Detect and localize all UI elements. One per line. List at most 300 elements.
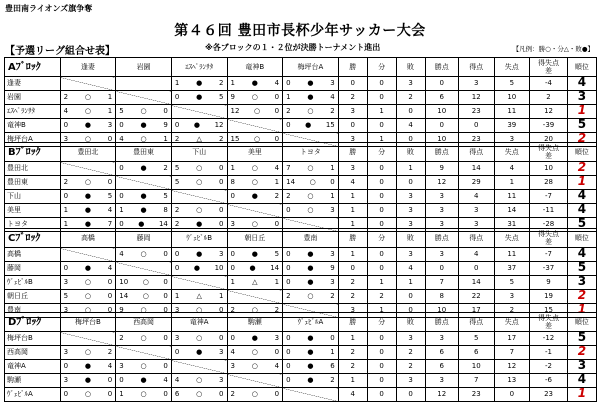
opponent-header: 朝日丘 <box>227 229 283 248</box>
result-symbol: ● <box>84 264 91 272</box>
match-result-cell <box>60 346 116 360</box>
goals-against: 4 <box>330 93 335 101</box>
rank-value: 4 <box>577 189 587 202</box>
match-result-cell <box>283 105 339 119</box>
match-score <box>228 277 283 288</box>
match-result-cell <box>116 204 172 218</box>
result-symbol: ● <box>251 334 258 342</box>
stat-cell: 3 <box>425 218 458 232</box>
opponent-header: 竜神B <box>227 58 283 77</box>
result-symbol: ○ <box>140 135 147 143</box>
stat-cell: 3 <box>396 77 425 91</box>
goals-against: 0 <box>163 306 168 314</box>
opponent-header: ｳﾞｪﾋﾞﾙA <box>283 313 339 332</box>
goals-for: 0 <box>119 220 124 228</box>
stat-cell: 3 <box>425 190 458 204</box>
goals-for: 0 <box>286 278 291 286</box>
match-score <box>172 347 227 358</box>
goals-for: 9 <box>230 93 235 101</box>
result-symbol: ○ <box>251 306 258 314</box>
match-result-cell <box>227 190 283 204</box>
goals-against: 0 <box>219 164 224 172</box>
opponent-header: 西高岡 <box>116 313 172 332</box>
result-symbol: ● <box>251 79 258 87</box>
match-result-cell <box>227 346 283 360</box>
match-result-cell <box>283 262 339 276</box>
match-score <box>116 205 171 216</box>
block-name: Aﾌﾞﾛｯｸ <box>5 58 61 77</box>
stat-cell: 0 <box>396 388 425 402</box>
stat-cell: -39 <box>530 119 568 133</box>
goals-against: 3 <box>330 79 335 87</box>
match-result-cell <box>283 119 339 133</box>
goals-for: 2 <box>286 192 291 200</box>
goals-against: 2 <box>274 306 280 314</box>
result-symbol: ○ <box>140 390 147 398</box>
match-score <box>172 249 227 260</box>
goals-against: 0 <box>107 278 113 286</box>
goals-for: 0 <box>230 264 235 272</box>
opponent-header: 高橋 <box>60 229 116 248</box>
match-result-cell <box>171 290 227 304</box>
result-symbol: ● <box>307 348 314 356</box>
self-match-cell <box>171 360 227 374</box>
goals-against: 14 <box>270 264 280 272</box>
stat-cell: 4 <box>396 119 425 133</box>
stat-header: 順位 <box>567 58 596 77</box>
opponent-header: 梅坪台B <box>60 313 116 332</box>
opponent-header: 藤岡 <box>116 229 172 248</box>
goals-for: 14 <box>119 292 129 300</box>
stat-cell: 4 <box>458 190 494 204</box>
match-score <box>283 361 338 372</box>
goals-for: 3 <box>63 376 69 384</box>
match-score <box>172 177 227 188</box>
match-result-cell <box>60 204 116 218</box>
result-symbol: ○ <box>253 135 261 143</box>
stat-cell: -28 <box>530 218 568 232</box>
stat-cell: 14 <box>458 276 494 290</box>
stat-cell: -1 <box>530 346 568 360</box>
team-name: ｴｽﾍﾟﾗﾝｻﾀ <box>5 105 61 119</box>
goals-for: 1 <box>230 79 235 87</box>
goals-for: 2 <box>174 220 180 228</box>
stat-cell: 11 <box>494 105 530 119</box>
goals-for: 2 <box>174 135 180 143</box>
match-score <box>61 375 116 386</box>
result-symbol: ● <box>307 334 314 342</box>
goals-against: 0 <box>163 362 168 370</box>
stat-cell: 4 <box>458 248 494 262</box>
block-name: Dﾌﾞﾛｯｸ <box>5 313 61 332</box>
team-name: 朝日丘 <box>5 290 61 304</box>
match-score <box>228 333 283 344</box>
goals-against: 10 <box>214 264 224 272</box>
opponent-header: ｳﾞｪﾋﾞﾙB <box>171 229 227 248</box>
goals-for: 0 <box>63 390 69 398</box>
stat-cell: 1 <box>338 218 367 232</box>
stat-cell: 1 <box>338 332 367 346</box>
goals-for: 2 <box>286 292 291 300</box>
stat-cell: 0 <box>367 176 396 190</box>
team-name: 逢妻 <box>5 77 61 91</box>
result-symbol: ● <box>84 206 91 214</box>
goals-for: 4 <box>119 135 124 143</box>
team-row <box>5 346 597 360</box>
stat-cell: 0 <box>367 204 396 218</box>
goals-against: 1 <box>330 192 335 200</box>
goals-against: 0 <box>219 390 224 398</box>
stat-header: 得点 <box>458 313 494 332</box>
goals-against: 0 <box>274 348 280 356</box>
rank-value: 5 <box>577 261 587 274</box>
stat-cell: 2 <box>338 276 367 290</box>
self-match-cell <box>116 346 172 360</box>
goals-for: 0 <box>119 164 124 172</box>
goals-for: 1 <box>230 278 235 286</box>
stat-header: 順位 <box>567 229 596 248</box>
goals-against: 9 <box>330 264 335 272</box>
match-result-cell <box>283 290 339 304</box>
match-score <box>283 263 338 274</box>
match-result-cell <box>60 176 116 190</box>
match-result-cell <box>227 248 283 262</box>
team-row <box>5 290 597 304</box>
goals-for: 5 <box>174 164 180 172</box>
stat-cell: 0 <box>425 119 458 133</box>
goals-for: 15 <box>230 135 240 143</box>
result-symbol: ○ <box>251 348 258 356</box>
team-row <box>5 262 597 276</box>
stat-cell: 17 <box>494 332 530 346</box>
goals-for: 3 <box>119 362 124 370</box>
stat-cell: 3 <box>338 304 367 318</box>
match-result-cell <box>171 388 227 402</box>
result-symbol: △ <box>196 292 202 300</box>
match-result-cell <box>171 346 227 360</box>
stat-cell: 4 <box>396 262 425 276</box>
rank-cell <box>567 374 596 388</box>
goals-for: 1 <box>63 220 69 228</box>
stat-cell: 4 <box>338 388 367 402</box>
goals-for: 6 <box>174 390 180 398</box>
match-score <box>61 291 116 302</box>
result-symbol: ○ <box>140 107 147 115</box>
goals-against: 12 <box>214 121 224 129</box>
stat-cell: 2 <box>338 91 367 105</box>
goals-against: 3 <box>219 376 224 384</box>
match-result-cell <box>227 105 283 119</box>
block-header-row <box>5 143 597 162</box>
stat-cell: 3 <box>425 374 458 388</box>
stat-header: 失点 <box>494 313 530 332</box>
goals-against: 4 <box>107 206 113 214</box>
opponent-header: 駒瀬 <box>227 313 283 332</box>
result-symbol: ○ <box>84 107 91 115</box>
goals-against: 1 <box>274 178 280 186</box>
result-symbol: ○ <box>307 206 314 214</box>
stat-cell: 6 <box>425 360 458 374</box>
team-name: 豊田北 <box>5 162 61 176</box>
stat-cell: 2 <box>367 290 396 304</box>
goals-against: 15 <box>325 121 335 129</box>
stat-cell: 0 <box>338 262 367 276</box>
result-symbol: ● <box>307 79 314 87</box>
match-score <box>228 347 283 358</box>
stat-cell: -6 <box>530 374 568 388</box>
goals-against: 4 <box>107 362 113 370</box>
goals-for: 0 <box>286 334 291 342</box>
stat-header: 勝点 <box>425 229 458 248</box>
match-result-cell <box>171 374 227 388</box>
stat-header: 分 <box>367 313 396 332</box>
stat-cell: 2 <box>338 360 367 374</box>
rank-value: 4 <box>577 76 587 89</box>
goals-for: 0 <box>230 250 235 258</box>
stat-header: 得失点 差 <box>530 143 568 162</box>
goals-against: 0 <box>274 93 280 101</box>
stat-cell: 3 <box>338 105 367 119</box>
match-result-cell <box>171 262 227 276</box>
goals-against: 9 <box>163 121 168 129</box>
stat-cell: 3 <box>396 190 425 204</box>
stat-cell: 20 <box>530 133 568 147</box>
stat-header: 分 <box>367 229 396 248</box>
goals-for: 0 <box>119 192 124 200</box>
result-symbol: ● <box>249 264 256 272</box>
rank-cell <box>567 248 596 262</box>
stat-cell: 0 <box>425 262 458 276</box>
goals-against: 8 <box>163 206 168 214</box>
stat-cell: 15 <box>530 304 568 318</box>
stat-cell: 3 <box>494 290 530 304</box>
team-name: 梅坪台B <box>5 332 61 346</box>
self-match-cell <box>227 119 283 133</box>
result-symbol: ● <box>84 220 91 228</box>
stat-cell: 14 <box>494 204 530 218</box>
goals-against: 1 <box>163 135 168 143</box>
goals-against: 3 <box>330 278 335 286</box>
rank-cell <box>567 262 596 276</box>
block-name: Cﾌﾞﾛｯｸ <box>5 229 61 248</box>
block-table <box>4 57 597 147</box>
stat-cell: 0 <box>367 190 396 204</box>
team-name: ｳﾞｪﾋﾞﾙB <box>5 276 61 290</box>
goals-against: 0 <box>219 306 224 314</box>
stat-cell: 7 <box>494 346 530 360</box>
stat-header: 敗 <box>396 58 425 77</box>
match-result-cell <box>60 91 116 105</box>
stat-cell: -2 <box>530 360 568 374</box>
team-row <box>5 77 597 91</box>
self-match-cell <box>227 290 283 304</box>
match-result-cell <box>116 119 172 133</box>
rank-cell <box>567 332 596 346</box>
match-result-cell <box>171 162 227 176</box>
stat-cell: -7 <box>530 190 568 204</box>
stat-cell: 1 <box>494 176 530 190</box>
match-result-cell <box>283 374 339 388</box>
team-name: 岩園 <box>5 91 61 105</box>
stat-cell: 3 <box>396 218 425 232</box>
stat-cell: 3 <box>458 204 494 218</box>
result-symbol: ● <box>196 250 203 258</box>
stat-cell: 17 <box>458 304 494 318</box>
match-result-cell <box>171 204 227 218</box>
stat-cell: 0 <box>367 388 396 402</box>
result-symbol: ○ <box>140 306 147 314</box>
stat-cell: 3 <box>396 374 425 388</box>
stat-cell: 3 <box>338 133 367 147</box>
goals-against: 2 <box>163 164 168 172</box>
goals-against: 2 <box>330 376 335 384</box>
result-symbol: ○ <box>84 135 91 143</box>
rank-cell <box>567 77 596 91</box>
match-score <box>61 277 116 288</box>
rank-value: 2 <box>577 345 587 358</box>
match-score <box>172 263 227 274</box>
team-name: 駒瀬 <box>5 374 61 388</box>
goals-against: 4 <box>163 376 168 384</box>
goals-for: 0 <box>230 192 235 200</box>
goals-for: 5 <box>63 292 69 300</box>
rank-cell <box>567 204 596 218</box>
result-symbol: ○ <box>196 306 203 314</box>
team-row <box>5 204 597 218</box>
match-score <box>61 191 116 202</box>
stat-cell: 0 <box>458 262 494 276</box>
self-match-cell <box>171 105 227 119</box>
match-result-cell <box>227 388 283 402</box>
rank-value: 1 <box>577 387 587 400</box>
stat-cell: 0 <box>367 374 396 388</box>
stat-cell: 3 <box>458 218 494 232</box>
stat-cell: 23 <box>458 388 494 402</box>
match-score <box>61 361 116 372</box>
advancement-note: ※各ブロックの１・２位が決勝トーナメント進出 <box>205 43 381 52</box>
goals-against: 0 <box>163 292 168 300</box>
result-symbol: ● <box>307 376 314 384</box>
goals-for: 0 <box>63 362 69 370</box>
goals-against: 0 <box>274 135 280 143</box>
goals-against: 3 <box>107 121 113 129</box>
stat-cell: 14 <box>458 162 494 176</box>
match-score <box>116 361 171 372</box>
goals-against: 0 <box>163 278 168 286</box>
goals-for: 0 <box>174 93 180 101</box>
stat-cell: 4 <box>494 162 530 176</box>
match-result-cell <box>227 262 283 276</box>
match-result-cell <box>116 105 172 119</box>
goals-for: 0 <box>286 376 291 384</box>
match-result-cell <box>116 248 172 262</box>
opponent-header: 逢妻 <box>60 58 116 77</box>
block-table <box>4 142 597 232</box>
goals-for: 2 <box>63 93 69 101</box>
stat-cell: 1 <box>367 304 396 318</box>
stat-header: 分 <box>367 143 396 162</box>
match-result-cell <box>116 162 172 176</box>
team-name: 西高岡 <box>5 346 61 360</box>
rank-value: 2 <box>577 289 587 302</box>
stat-cell: 5 <box>458 332 494 346</box>
rank-cell <box>567 119 596 133</box>
stat-header: 得失点 差 <box>530 229 568 248</box>
team-name: 高橋 <box>5 248 61 262</box>
stat-cell: 23 <box>458 105 494 119</box>
stat-header: 失点 <box>494 58 530 77</box>
section-subtitle: 【予選リーグ組合せ表】 <box>5 46 115 57</box>
goals-for: 0 <box>286 362 291 370</box>
result-symbol: ○ <box>196 206 203 214</box>
stat-cell: 3 <box>425 332 458 346</box>
rank-cell <box>567 176 596 190</box>
stat-header: 得点 <box>458 229 494 248</box>
opponent-header: 岩園 <box>116 58 172 77</box>
result-symbol: △ <box>196 135 202 143</box>
match-score <box>283 120 338 131</box>
goals-for: 7 <box>286 164 291 172</box>
stat-cell: 5 <box>494 276 530 290</box>
stat-cell: 3 <box>458 77 494 91</box>
self-match-cell <box>227 374 283 388</box>
stat-cell: 3 <box>396 248 425 262</box>
stat-header: 失点 <box>494 229 530 248</box>
stat-cell: 28 <box>530 176 568 190</box>
match-result-cell <box>60 290 116 304</box>
match-result-cell <box>227 276 283 290</box>
stat-cell: 0 <box>367 346 396 360</box>
match-score <box>116 163 171 174</box>
match-score <box>116 291 171 302</box>
team-name: 下山 <box>5 190 61 204</box>
goals-against: 1 <box>274 278 280 286</box>
result-symbol: ● <box>305 121 312 129</box>
match-result-cell <box>227 91 283 105</box>
stat-cell: 0 <box>396 105 425 119</box>
goals-against: 2 <box>219 135 224 143</box>
stat-cell: 10 <box>425 105 458 119</box>
match-score <box>228 191 283 202</box>
stat-header: 勝点 <box>425 58 458 77</box>
match-result-cell <box>227 162 283 176</box>
stat-cell: 0 <box>367 360 396 374</box>
rank-cell <box>567 105 596 119</box>
match-score <box>228 92 283 103</box>
goals-for: 3 <box>63 306 69 314</box>
goals-against: 0 <box>163 390 168 398</box>
stat-cell: 12 <box>425 388 458 402</box>
rank-value: 4 <box>577 203 587 216</box>
goals-for: 0 <box>119 121 124 129</box>
stat-cell: 0 <box>338 77 367 91</box>
match-result-cell <box>283 77 339 91</box>
result-symbol: ○ <box>84 292 91 300</box>
stat-cell: 22 <box>458 290 494 304</box>
match-score <box>283 177 338 188</box>
match-result-cell <box>283 190 339 204</box>
stat-cell: 0 <box>367 119 396 133</box>
goals-against: 1 <box>219 292 224 300</box>
goals-for: 3 <box>174 334 180 342</box>
match-score <box>228 389 283 400</box>
stat-cell: 39 <box>494 119 530 133</box>
result-symbol: ○ <box>140 362 147 370</box>
result-symbol: ● <box>84 121 91 129</box>
stat-cell: 12 <box>425 176 458 190</box>
stat-header: 勝 <box>338 58 367 77</box>
stat-cell: 11 <box>494 190 530 204</box>
